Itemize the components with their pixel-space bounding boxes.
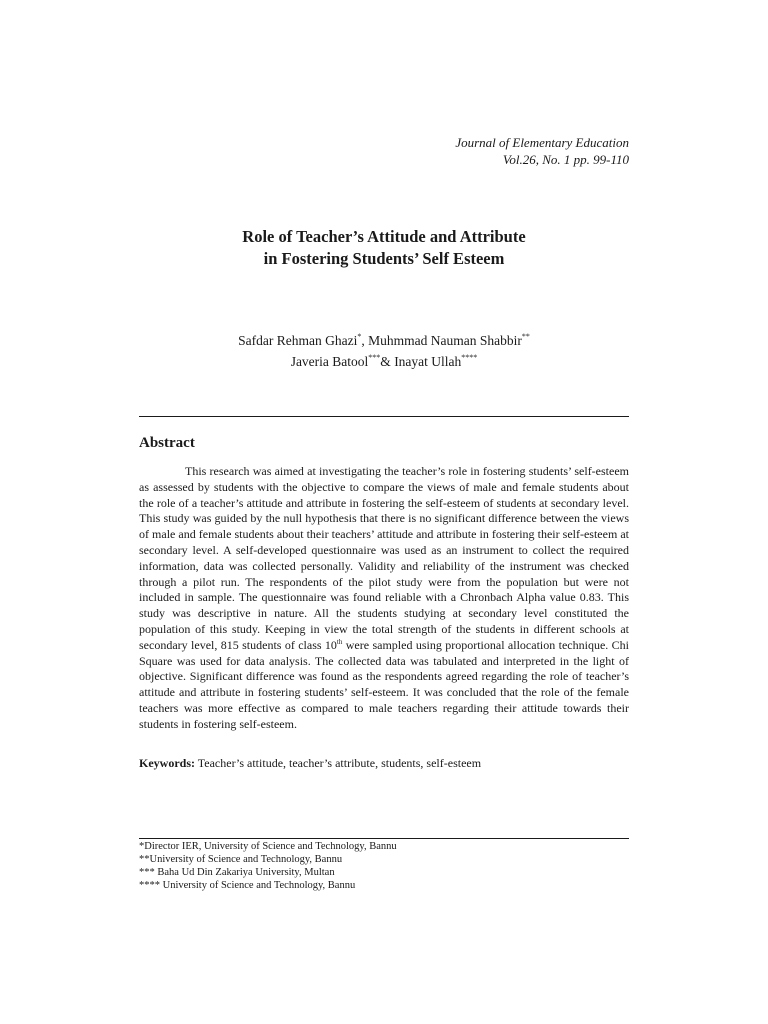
journal-header	[455, 134, 629, 168]
journal-volume: Vol.26, No. 1 pp. 99-110	[502, 152, 629, 167]
author-affiliation-mark: *	[357, 332, 362, 341]
author-separator: &	[380, 354, 395, 369]
author-line-2	[0, 351, 768, 372]
abstract-text-part-2: were sampled using proportional allocation technique. Chi Square was used for data analysis. The collected data was tabulated and interpreted in the light of objective. Significant difference was found as the respondents agreed regarding the role of teacher’s attitude and attribute in fostering students’ self-esteem. It was concluded that the role of the female teachers was more effective as compared to male teachers regarding their attitude towards their students in fostering self-esteem.	[139, 637, 629, 731]
header-divider	[139, 416, 629, 417]
author-affiliation-mark: **	[521, 332, 530, 341]
keywords-label: Keywords:	[139, 756, 195, 770]
author-name: Muhmmad Nauman Shabbir	[368, 333, 522, 348]
author-list	[0, 330, 768, 372]
paper-title	[0, 226, 768, 270]
author-line-1	[0, 330, 768, 351]
keywords-text: Teacher’s attitude, teacher’s attribute, students, self-esteem	[195, 756, 482, 770]
footnote: **** University of Science and Technology, Bannu	[139, 880, 356, 891]
keywords	[139, 755, 481, 771]
abstract-text-part-1: This research was aimed at investigating the teacher’s role in fostering students’ self-esteem as assessed by students with the objective to compare the views of male and female students about the role of a teacher’s attitude and attribute in fostering the self-esteem of students at secondary level. This study was guided by the null hypothesis that there is no significant difference between the views of male and female students about their teachers’ attitude and attribute in fostering their self-esteem at secondary level. A self-developed questionnaire was used as an instrument to collect the required information, data was collected personally. Validity and reliability of the instrument was checked through a pilot run. The respondents of the pilot study were from the population but were not included in sample. The questionnaire was found reliable with a Chronbach Alpha value 0.83. This study was descriptive in nature. All the students studying at secondary level constituted the population of this study. Keeping in view the total strength of the students in different schools at secondary level, 815 students of class 10	[139, 464, 629, 652]
author-affiliation-mark: ****	[461, 353, 478, 362]
abstract-text	[139, 464, 629, 733]
paper-title-line-2: in Fostering Students’ Self Esteem	[263, 249, 505, 268]
author-name: Inayat Ullah	[394, 354, 462, 369]
author-affiliation-mark: ***	[368, 353, 381, 362]
footnotes	[139, 840, 397, 892]
author-name: Javeria Batool	[290, 354, 369, 369]
author-separator: ,	[361, 333, 369, 348]
ordinal-superscript: th	[336, 637, 343, 646]
footnote: **University of Science and Technology, Bannu	[139, 854, 343, 865]
footnote: *** Baha Ud Din Zakariya University, Multan	[139, 867, 335, 878]
author-name: Safdar Rehman Ghazi	[238, 333, 358, 348]
abstract-heading: Abstract	[139, 435, 195, 451]
footnote-divider	[139, 838, 629, 839]
footnote: *Director IER, University of Science and Technology, Bannu	[139, 841, 397, 852]
journal-name: Journal of Elementary Education	[455, 135, 629, 150]
paper-title-line-1: Role of Teacher’s Attitude and Attribute	[242, 227, 526, 246]
